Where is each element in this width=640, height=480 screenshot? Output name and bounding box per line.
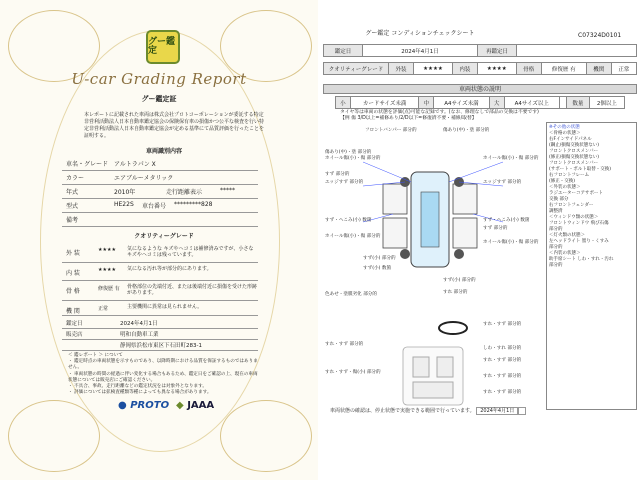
seat-icon bbox=[413, 357, 429, 377]
quality-row bbox=[62, 302, 258, 316]
legend-line: タイヤ等は車両の状態を評価(点)可能な記録です。(なお、修理なしで部品の交換は不要です) bbox=[340, 110, 539, 115]
side-item: フロントクロスメンバー bbox=[549, 161, 599, 166]
row-key: 外 装 bbox=[66, 250, 80, 257]
certificate-title: U-car Grading Report bbox=[71, 70, 247, 88]
side-item: 調整済 bbox=[549, 209, 563, 214]
size-cell: 数量 bbox=[567, 97, 590, 109]
grade-cell: 正常 bbox=[611, 63, 636, 75]
damage-label: フロントバンパー 部分的 bbox=[365, 128, 417, 133]
damage-label: すれ・すず 部分的 bbox=[483, 374, 522, 379]
side-item: ラジエーターコアサポート bbox=[549, 191, 603, 196]
side-item: (修正・交換) bbox=[549, 179, 576, 184]
damage-label: すれ・すず 部分的 bbox=[483, 322, 522, 327]
damage-label: すず 部分的 bbox=[483, 226, 508, 231]
side-heading: ※その他の状態 bbox=[549, 125, 580, 130]
damage-label: ホイール傷(小)・傷 部分的 bbox=[325, 156, 381, 161]
vehicle-row bbox=[62, 158, 258, 171]
vehicle-damage-diagram bbox=[323, 122, 543, 410]
side-item: 部分的 bbox=[549, 227, 563, 232]
damage-label: すれ 部分的 bbox=[443, 290, 468, 295]
info-row bbox=[62, 318, 258, 329]
row-key: 販売店 bbox=[66, 332, 83, 338]
side-item: ＜内装の状態＞ bbox=[549, 251, 581, 256]
goo-kantei-badge bbox=[146, 30, 180, 64]
state-heading: 車両状態の説明 bbox=[323, 84, 637, 94]
damage-label: すず(小) 部分的 bbox=[443, 278, 476, 283]
grade-cell: ★★★★ bbox=[414, 63, 453, 75]
row-key: 機 関 bbox=[66, 308, 80, 315]
side-item: フロントウィンドウ 飛び石傷 bbox=[549, 221, 609, 226]
right-rear-door bbox=[453, 218, 477, 248]
quality-row bbox=[62, 244, 258, 263]
grade-cell: 外装 bbox=[389, 63, 414, 75]
size-cell: 小 bbox=[336, 97, 351, 109]
left-door bbox=[383, 184, 407, 214]
proto-logo: ● PROTO bbox=[118, 400, 170, 411]
row-value: エアブルーメタリック bbox=[114, 175, 174, 182]
info-row bbox=[62, 340, 258, 351]
size-cell: 中 bbox=[419, 97, 434, 109]
date-label: 鑑定日 bbox=[324, 45, 363, 57]
quality-heading: クオリティーグレード bbox=[134, 233, 194, 240]
quality-row bbox=[62, 282, 258, 301]
row-value: 静岡県浜松市東区下石田町283-1 bbox=[120, 343, 202, 349]
grade-cell: 機関 bbox=[586, 63, 611, 75]
size-cell: A4サイズ未満 bbox=[434, 97, 490, 109]
size-cell bbox=[560, 97, 567, 109]
damage-label: すず・ヘこみ(小) 数箇 bbox=[325, 218, 372, 223]
damage-label: すず(小) 数箇 bbox=[363, 266, 392, 271]
seat-icon bbox=[437, 357, 453, 377]
legend-text bbox=[340, 110, 620, 122]
damage-label: すず 部分的 bbox=[325, 172, 350, 177]
car-roof bbox=[421, 192, 439, 247]
side-item: 部分的 bbox=[549, 263, 563, 268]
row-key: 備考 bbox=[66, 217, 79, 224]
decorative-border bbox=[8, 400, 100, 472]
stamp-blank bbox=[518, 407, 526, 415]
damage-label: すず・ヘこみ(小) 数箇 bbox=[483, 218, 530, 223]
row-description: 気になる汚れ等が部分的にあります。 bbox=[127, 266, 212, 272]
vehicle-row bbox=[62, 186, 258, 199]
row-key: 車名・グレード bbox=[66, 161, 109, 168]
size-cell: 2個以上 bbox=[589, 97, 624, 109]
side-item: ＜骨格の状態＞ bbox=[549, 131, 581, 136]
size-cell: A4サイズ以上 bbox=[504, 97, 560, 109]
side-item: 右フロントフェンダー bbox=[549, 203, 594, 208]
damage-label: ホイール傷(小)・傷 部分的 bbox=[483, 240, 539, 245]
row-key: 走行距離表示 bbox=[166, 189, 203, 196]
row-key: 内 装 bbox=[66, 270, 80, 277]
side-item: (サポート・ボルト取替・交換) bbox=[549, 167, 612, 172]
footer-text: 車両状態の確認は、停止状態で実施できる範囲で行っています。 bbox=[330, 408, 475, 414]
damage-label: すれ・すず 部分的 bbox=[325, 342, 364, 347]
row-key: 鑑定日 bbox=[66, 321, 83, 327]
row-key: 骨 格 bbox=[66, 288, 80, 295]
badge-text: グー鑑定 bbox=[148, 37, 176, 56]
legend-line: 【例 傷 3/D以上=補修あり/2/D以下=修復済不要・補修/取替】 bbox=[340, 116, 477, 121]
right-door bbox=[453, 184, 477, 214]
engine-status: 正常 bbox=[98, 306, 109, 312]
wheel-icon bbox=[454, 249, 464, 259]
quality-row bbox=[62, 264, 258, 281]
steering-wheel-icon bbox=[439, 322, 467, 334]
row-key: 車台番号 bbox=[142, 203, 167, 210]
row-key: 型式 bbox=[66, 203, 79, 210]
certificate-subtitle: グー鑑定証 bbox=[141, 95, 177, 103]
side-item: (修正/損傷交換状態ない) bbox=[549, 155, 600, 160]
redate-label: 再鑑定日 bbox=[478, 45, 517, 57]
size-legend-table bbox=[335, 96, 625, 109]
date-value: 2024年4月1日 bbox=[363, 45, 478, 57]
side-item: 左ヘッドライト 曇り・くすみ bbox=[549, 239, 609, 244]
redate-value bbox=[517, 45, 637, 57]
vehicle-row bbox=[62, 172, 258, 185]
damage-label: 色あせ・塗膜劣化 部分的 bbox=[325, 292, 377, 297]
damage-label: エッジすず 部分的 bbox=[483, 180, 522, 185]
damage-label: すず(小) 部分的 bbox=[363, 256, 396, 261]
stamp-date: 2024年4月1日 bbox=[476, 407, 518, 415]
info-row bbox=[62, 329, 258, 340]
side-item: ＜灯火類の状態＞ bbox=[549, 233, 585, 238]
side-item: 右Fインサイドパネル bbox=[549, 137, 592, 142]
damage-label: ホイール傷(小)・傷 部分的 bbox=[325, 234, 381, 239]
damage-label: すれ・すず・傷(小) 部分的 bbox=[325, 370, 381, 375]
grade-cell: ★★★★ bbox=[477, 63, 516, 75]
row-description: 骨格部位の先端付近、または後端付近に損傷を受けた形跡があります。 bbox=[127, 284, 258, 296]
row-value: 2010年 bbox=[114, 189, 136, 196]
certificate-notes bbox=[68, 353, 258, 396]
vehicle-row bbox=[62, 200, 258, 213]
side-item: ＜ウィンドウ類の状態＞ bbox=[549, 215, 599, 220]
row-key: 年式 bbox=[66, 189, 79, 196]
sheet-footer bbox=[330, 407, 630, 414]
side-item: 部分的 bbox=[549, 245, 563, 250]
vehicle-row bbox=[62, 214, 258, 227]
grade-table bbox=[323, 62, 637, 75]
jaaa-logo: ◆ JAAA bbox=[176, 400, 215, 411]
sheet-code: C07324D0101 bbox=[578, 32, 622, 39]
grade-cell: 修復歴 有 bbox=[541, 63, 586, 75]
wheel-icon bbox=[400, 249, 410, 259]
damage-label: すれ・すず 部分的 bbox=[483, 390, 522, 395]
damage-label: すれ・すず 部分的 bbox=[483, 358, 522, 363]
row-value: 2024年4月1日 bbox=[120, 321, 158, 327]
row-value: アルトラパン X bbox=[114, 161, 156, 168]
row-description: 気になるような キズやヘコミは補修済みですが、小さなキズやヘコミは残っています。 bbox=[127, 246, 254, 258]
vehicle-heading: 車両識別内容 bbox=[145, 148, 182, 155]
row-value: 明和自動車工業 bbox=[120, 332, 159, 338]
note-line: ・ 評価については拡検査種類等種によっても異なる場合があります。 bbox=[68, 390, 212, 396]
note-line: ・ 鑑定時点の車両状態を示すものであり、以降時期における品質を保証するものではありません。 bbox=[68, 359, 258, 371]
grade-cell: 内装 bbox=[452, 63, 477, 75]
side-item: (鋼止/損傷交換状態ない) bbox=[549, 143, 600, 148]
row-description: 主要機関に異常は見られません。 bbox=[127, 304, 203, 310]
star-rating: ★★★★ bbox=[98, 247, 116, 253]
row-key: カラー bbox=[66, 175, 85, 182]
side-item: ＜外装の状態＞ bbox=[549, 185, 581, 190]
side-item: 助手席シート しわ・すれ・汚れ bbox=[549, 257, 614, 262]
note-line: ・ 不具合、事故、走行距離などの鑑定状況をは対象外となります。 bbox=[68, 384, 207, 390]
side-item: フロントクロスメンバー bbox=[549, 149, 599, 154]
rear-seat-icon bbox=[413, 382, 453, 398]
repair-history: 修復歴 有 bbox=[98, 286, 120, 292]
damage-label: ホイール傷(小)・傷 部分的 bbox=[483, 156, 539, 161]
side-item: 右フロントフレーム bbox=[549, 173, 590, 178]
sheet-title: グー鑑定 コンディションチェックシート bbox=[365, 30, 475, 37]
side-item: 交換 部分 bbox=[549, 197, 569, 202]
car-diagram-svg bbox=[323, 122, 543, 410]
date-table bbox=[323, 44, 637, 57]
damage-label: 傷あり(中)・塗 部分的 bbox=[443, 128, 490, 133]
note-line: ＜ 鑑レポート ＞ について bbox=[68, 353, 123, 358]
row-value: ***** bbox=[220, 187, 235, 194]
grade-label: クオリティーグレード bbox=[324, 63, 389, 75]
note-line: ・ 車両状態の時間の経過に伴い変化する場合もあるため、鑑定日をご確認の上、現在の車両状態については販売店にご確認ください。 bbox=[68, 371, 258, 383]
damage-label: しわ・すれ 部分的 bbox=[483, 346, 522, 351]
grade-cell: 骨格 bbox=[516, 63, 541, 75]
star-rating: ★★★★ bbox=[98, 267, 116, 273]
damage-label: 傷あり(中)・塗 部分的 bbox=[325, 150, 372, 155]
left-rear-door bbox=[383, 218, 407, 248]
size-cell: カードサイズ未満 bbox=[350, 97, 419, 109]
damage-label: エッジすず 部分的 bbox=[325, 180, 364, 185]
decorative-border bbox=[220, 400, 312, 472]
certificate-body-text: 本レポートに記載された車両は株式会社プロトコーポレーションが委託する特定非営利活動法人日本自動車鑑定協会の保険保有車の損傷かつ公平な検査を行い特定非営利活動法人日本自動車鑑定協会が定める基準にて品質評価を行ったことを証明する。 bbox=[84, 112, 265, 139]
row-value: HE22S bbox=[114, 201, 134, 208]
size-cell: 大 bbox=[489, 97, 504, 109]
other-conditions-panel bbox=[546, 122, 637, 410]
row-value: *********828 bbox=[174, 201, 213, 208]
